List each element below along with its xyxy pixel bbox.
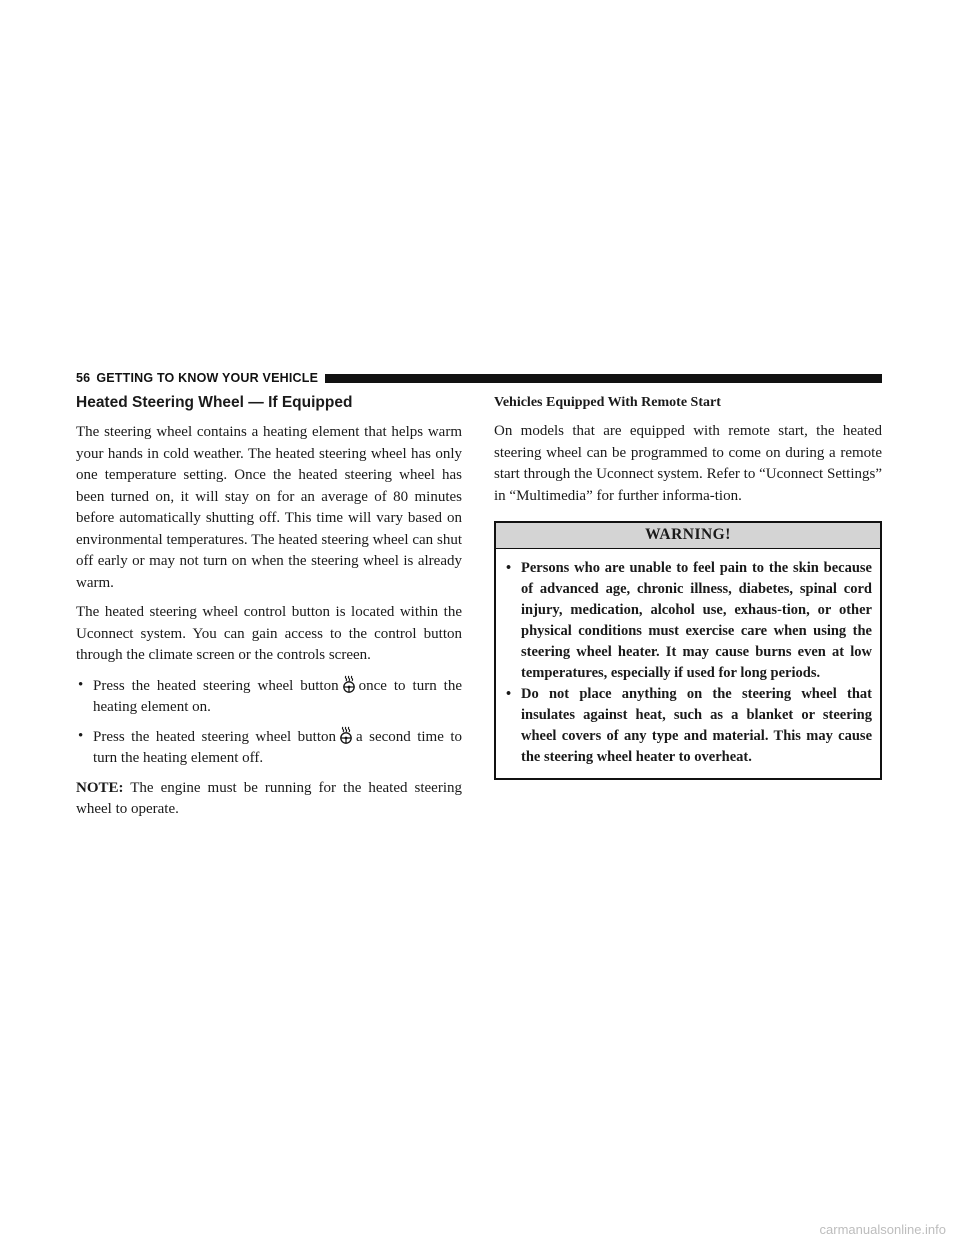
section-title: Heated Steering Wheel — If Equipped: [76, 394, 353, 411]
intro-paragraph: The steering wheel contains a heating element that helps warm your hands in cold weather. The heated steering wheel has only one temperature setting. Once the heated steering wheel has been turned on, it will stay on for an average of 80 minutes before automatically shutting off. This time will vary based on environmental temperatures. The heated steering wheel can shut off early or may not turn on when the steering wheel is already warm.: [76, 424, 462, 591]
bullet-text-before: Press the heated steering wheel button: [93, 677, 339, 694]
watermark: carmanualsonline.info: [819, 1222, 946, 1237]
list-item: [506, 558, 872, 684]
list-item: [76, 675, 462, 719]
page-number: 56: [76, 371, 91, 385]
header-rule: [325, 374, 882, 383]
bullet: •: [506, 560, 512, 576]
warning-body: [496, 549, 880, 778]
note-text: The engine must be running for the heated steering wheel to operate.: [76, 779, 462, 817]
control-location-paragraph: The heated steering wheel control button is located within the Uconnect system. You can gain access to the control button through the climate screen or the controls screen.: [76, 604, 462, 663]
bullet: •: [506, 686, 512, 702]
header-text: [76, 371, 318, 385]
list-item: [506, 684, 872, 768]
warning-list: [506, 558, 872, 768]
warning-box: [494, 521, 882, 780]
bullet: •: [78, 676, 84, 693]
left-column: [76, 392, 462, 829]
note-label: NOTE:: [76, 779, 124, 796]
warning-item-text: Do not place anything on the steering wheel that insulates against heat, such as a blanket or steering wheel covers of any type and material. This may cause the steering wheel heater to overheat.: [521, 686, 872, 765]
bullet-text-after: once to turn the heating element on.: [93, 677, 462, 715]
note-paragraph: [76, 778, 462, 821]
bullet-text-after: a second time to turn the heating element off.: [93, 728, 462, 766]
heated-steering-wheel-icon: [341, 675, 357, 693]
warning-title: WARNING!: [496, 523, 880, 549]
heated-steering-wheel-icon: [338, 726, 354, 744]
bullet: •: [78, 727, 84, 744]
remote-start-paragraph: On models that are equipped with remote start, the heated steering wheel can be programmed to come on during a remote start through the Uconnect system. Refer to “Uconnect Settings” in “Multimedia” for further informa-tion.: [494, 423, 882, 504]
instruction-list: [76, 675, 462, 770]
page-header: [76, 370, 882, 386]
list-item: [76, 726, 462, 770]
subsection-title: Vehicles Equipped With Remote Start: [494, 395, 721, 410]
bullet-text-before: Press the heated steering wheel button: [93, 728, 337, 745]
chapter-title: GETTING TO KNOW YOUR VEHICLE: [96, 371, 319, 385]
warning-item-text: Persons who are unable to feel pain to the skin because of advanced age, chronic illness, diabetes, spinal cord injury, medication, alcohol use, exhaus-tion, or other physical conditions must exercise care when using the steering wheel heater. It may cause burns even at low temperatures, especially if used for long periods.: [521, 560, 872, 681]
right-column: [494, 392, 882, 780]
